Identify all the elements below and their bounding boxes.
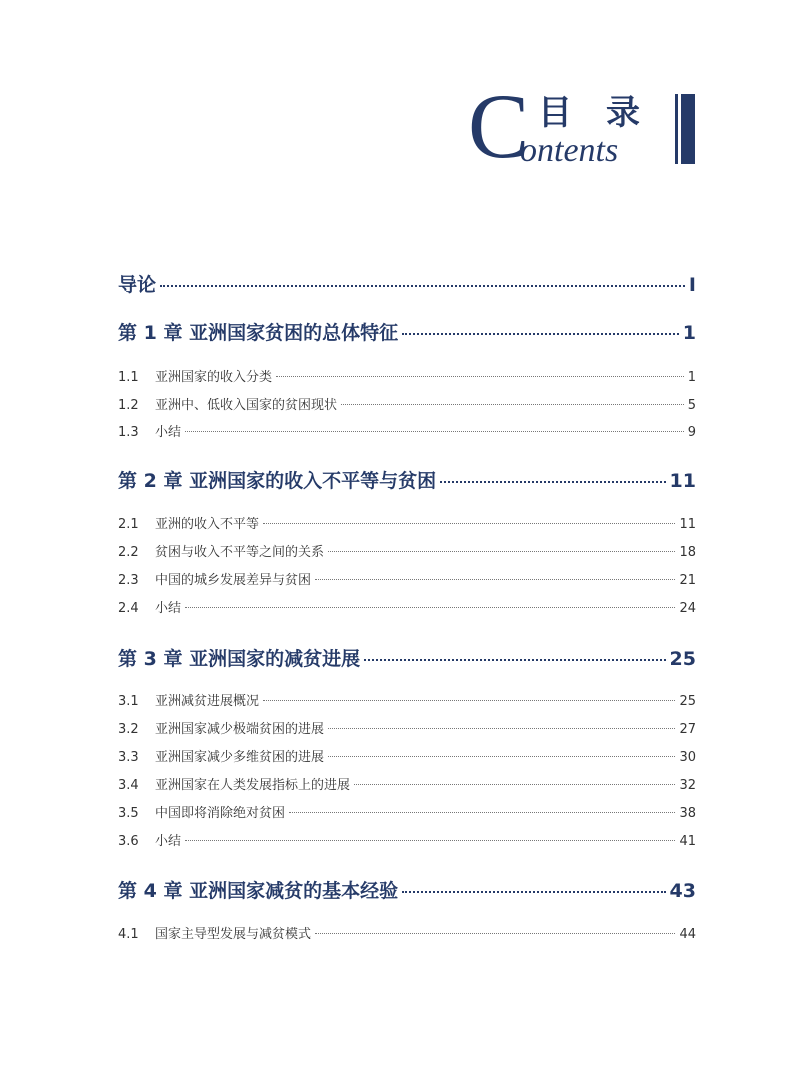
toc-chapter-2[interactable] [118,466,696,493]
toc-leader-dots [185,431,684,432]
toc-section-number: 2.1 [118,517,139,532]
toc-page-number: 11 [679,517,696,532]
toc-leader-dots [440,481,665,483]
toc-leader-dots [328,551,675,552]
toc-chapter-intro[interactable] [118,270,696,297]
toc-entry-label: 亚洲国家减少多维贫困的进展 [155,750,325,765]
toc-section-number: 3.3 [118,750,139,765]
toc-page-number: 18 [679,545,696,560]
toc-page-number: 11 [669,470,696,492]
header-bar-thick [681,94,695,164]
toc-leader-dots [328,756,675,757]
toc-chapter-1[interactable] [118,318,696,345]
toc-page-number: 30 [679,750,696,765]
toc-leader-dots [315,933,675,934]
toc-page-number: I [688,274,696,296]
toc-entry-label: 贫困与收入不平等之间的关系 [155,545,325,560]
toc-page-number: 38 [679,806,696,821]
toc-section-2-4[interactable] [118,597,696,616]
toc-page-number: 9 [687,425,696,440]
toc-page-number: 44 [679,927,696,942]
toc-section-2-2[interactable] [118,541,696,560]
toc-section-number: 3.6 [118,834,139,849]
toc-chapter-3[interactable] [118,644,696,671]
toc-leader-dots [263,523,675,524]
toc-section-2-3[interactable] [118,569,696,588]
toc-entry-label: 小结 [155,425,182,440]
toc-entry-label: 中国即将消除绝对贫困 [155,806,286,821]
header-title-cn: 目录 [538,93,674,133]
header-big-letter: C [468,75,530,177]
toc-leader-dots [328,728,675,729]
toc-entry-label: 亚洲国家在人类发展指标上的进展 [155,778,351,793]
toc-leader-dots [185,840,675,841]
toc-entry-label: 亚洲减贫进展概况 [155,694,260,709]
toc-section-number: 2.3 [118,573,139,588]
toc-entry-label: 小结 [155,601,182,616]
toc-section-1-1[interactable] [118,366,696,385]
toc-section-number: 2.4 [118,601,139,616]
toc-leader-dots [263,700,675,701]
toc-entry-label: 第 1 章 亚洲国家贫困的总体特征 [118,322,399,344]
toc-leader-dots [276,376,684,377]
toc-section-number: 3.5 [118,806,139,821]
toc-chapter-4[interactable] [118,876,696,903]
toc-entry-label: 第 4 章 亚洲国家减贫的基本经验 [118,880,399,902]
header-title-en: ontents [520,132,619,169]
toc-entry-label: 亚洲国家的收入分类 [155,370,273,385]
toc-section-number: 1.3 [118,425,139,440]
toc-section-3-4[interactable] [118,774,696,793]
toc-section-3-1[interactable] [118,690,696,709]
toc-entry-label: 第 3 章 亚洲国家的减贫进展 [118,648,361,670]
toc-page-number: 41 [679,834,696,849]
toc-page-number: 1 [687,370,696,385]
toc-entry-label: 导论 [118,274,157,296]
toc-entry-label: 亚洲中、低收入国家的贫困现状 [155,398,338,413]
toc-entry-label: 国家主导型发展与减贫模式 [155,927,312,942]
toc-leader-dots [315,579,675,580]
toc-page-number: 27 [679,722,696,737]
toc-section-number: 1.1 [118,370,139,385]
toc-page-number: 5 [687,398,696,413]
toc-section-number: 3.2 [118,722,139,737]
toc-section-number: 3.1 [118,694,139,709]
toc-section-number: 3.4 [118,778,139,793]
toc-page-number: 24 [679,601,696,616]
toc-page-number: 21 [679,573,696,588]
toc-page-number: 32 [679,778,696,793]
toc-section-number: 2.2 [118,545,139,560]
toc-page-number: 43 [669,880,696,902]
toc-leader-dots [185,607,675,608]
toc-entry-label: 小结 [155,834,182,849]
toc-section-3-3[interactable] [118,746,696,765]
toc-section-2-1[interactable] [118,513,696,532]
toc-page-number: 25 [669,648,696,670]
toc-section-1-2[interactable] [118,394,696,413]
toc-leader-dots [289,812,675,813]
toc-page-number: 1 [682,322,696,344]
toc-leader-dots [402,333,679,335]
contents-header [468,75,708,177]
toc-page-number: 25 [679,694,696,709]
toc-leader-dots [354,784,675,785]
toc-entry-label: 亚洲的收入不平等 [155,517,260,532]
toc-section-3-2[interactable] [118,718,696,737]
toc-entry-label: 第 2 章 亚洲国家的收入不平等与贫困 [118,470,437,492]
toc-leader-dots [341,404,684,405]
toc-section-1-3[interactable] [118,421,696,440]
toc-entry-label: 亚洲国家减少极端贫困的进展 [155,722,325,737]
toc-section-4-1[interactable] [118,923,696,942]
toc-section-3-5[interactable] [118,802,696,821]
header-bar-thin [675,94,678,164]
toc-leader-dots [402,891,665,893]
toc-leader-dots [364,659,665,661]
toc-entry-label: 中国的城乡发展差异与贫困 [155,573,312,588]
toc-section-number: 1.2 [118,398,139,413]
toc-section-3-6[interactable] [118,830,696,849]
toc-section-number: 4.1 [118,927,139,942]
toc-leader-dots [160,285,685,287]
